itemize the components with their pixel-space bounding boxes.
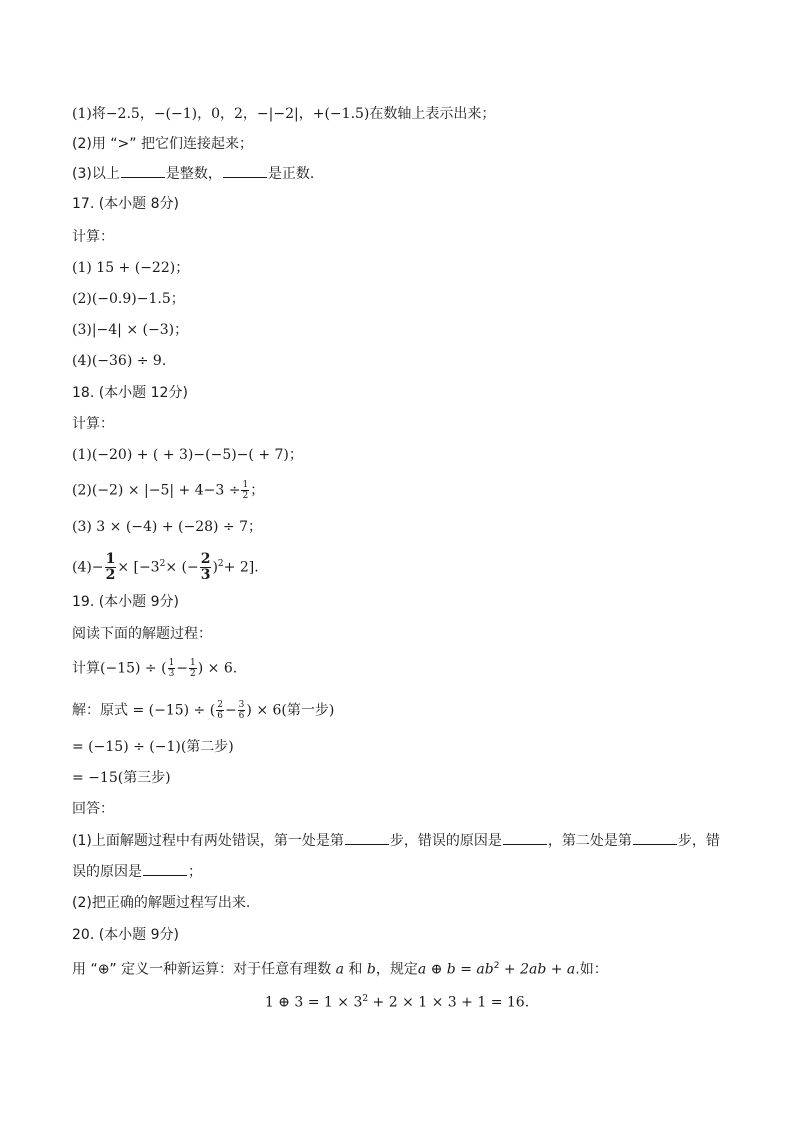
question-19-expression (72, 658, 722, 679)
q17-item1-text: (1) 15 + (−22)； (72, 260, 190, 276)
fraction (241, 480, 249, 501)
fraction (216, 700, 224, 721)
q19-part1-text-c: ，第二处是第 (547, 833, 632, 849)
q18-item3-text: (3) 3 × (−4) + (−28) ÷ 7； (72, 519, 263, 535)
question-18-instruction (72, 414, 722, 434)
q19-part1-text-b: 步，错误的原因是 (389, 833, 502, 849)
question-20-heading (72, 925, 722, 945)
question-17-item-3 (72, 320, 722, 340)
q19-instruction-text: 阅读下面的解题过程： (72, 626, 212, 642)
fraction-numerator: 1 (190, 658, 196, 668)
q17-instruction-text: 计算： (72, 229, 114, 245)
question-17-heading (72, 194, 722, 214)
fraction-numerator: 2 (217, 700, 223, 710)
answer-blank[interactable] (633, 831, 677, 845)
question-18-item-1 (72, 445, 722, 465)
q16-part3-mid: 是整数， (165, 166, 222, 182)
question-20-example (0, 989, 794, 1013)
fraction-numerator: 2 (200, 551, 211, 567)
q18-instruction-text: 计算： (72, 416, 114, 432)
question-19-heading (72, 592, 722, 612)
q16-part3-prefix: (3)以上 (72, 166, 120, 182)
question-19-part-1 (72, 831, 722, 851)
fraction-denominator: 3 (200, 567, 211, 583)
question-17-item-4 (72, 351, 722, 371)
variable-b: b (366, 961, 376, 978)
question-18-item-3 (72, 517, 722, 537)
exponent: 2 (159, 558, 166, 569)
q17-item2-text: (2)(−0.9)−1.5； (72, 291, 185, 307)
q18-item4-end: + 2]. (223, 559, 259, 576)
fraction-numerator: 1 (242, 480, 249, 490)
q19-part1-text-a: (1)上面解题过程中有两处错误，第一处是第 (72, 833, 344, 849)
q18-item2-text: (2)(−2) × |−5| + 4−3 ÷ (72, 482, 241, 499)
answer-heading-text: 回答： (72, 801, 114, 817)
question-19-instruction (72, 624, 722, 644)
fraction-denominator: 6 (217, 711, 223, 721)
fraction-denominator: 6 (238, 711, 245, 721)
answer-blank[interactable] (223, 164, 267, 178)
q17-item4-text: (4)(−36) ÷ 9. (72, 353, 167, 369)
fraction (200, 552, 212, 583)
q20-rule-expression: a ⊕ b = ab (417, 961, 494, 978)
solution-step-2 (72, 737, 722, 757)
fraction (168, 658, 176, 679)
fraction-denominator: 2 (190, 669, 196, 679)
minus-sign: − (224, 702, 237, 719)
q16-part3-suffix: 是正数. (267, 166, 315, 182)
answer-heading (72, 799, 722, 819)
exponent: 2 (493, 961, 500, 971)
exponent: 2 (362, 994, 369, 1004)
fraction (105, 552, 117, 583)
q18-item4-mid-3: ) (212, 559, 218, 576)
fraction (189, 658, 197, 679)
q20-heading-text: 20. (本小题 9分) (72, 927, 179, 943)
fraction-denominator: 2 (242, 491, 249, 501)
solution-step3-text: = −15(第三步) (72, 770, 171, 786)
solution-step2-text: = (−15) ÷ (−1)(第二步) (72, 739, 234, 755)
q16-part2-text: (2)用 “>” 把它们连接起来； (72, 136, 253, 152)
q18-item1-text: (1)(−20) + ( + 3)−(−5)−( + 7)； (72, 447, 303, 463)
variable-a: a (335, 961, 344, 978)
q20-definition-text: 用 “⊕” 定义一种新运算：对于任意有理数 (72, 961, 332, 978)
q18-item2-end: ； (250, 482, 265, 499)
answer-blank[interactable] (143, 862, 187, 876)
q17-item3-text: (3)|−4| × (−3)； (72, 322, 189, 338)
fraction-numerator: 3 (238, 700, 245, 710)
question-16-part-3 (72, 164, 722, 184)
q19-part2-text: (2)把正确的解题过程写出来. (72, 895, 251, 911)
q20-definition-end: .如： (575, 961, 608, 978)
exponent: 2 (217, 558, 224, 569)
q20-example-prefix: 1 ⊕ 3 = 1 × 3 (264, 994, 363, 1011)
question-16-part-2 (72, 134, 722, 154)
question-19-part-1-continued (72, 862, 722, 882)
minus-sign: − (176, 660, 189, 677)
question-18-heading (72, 383, 722, 403)
fraction-numerator: 1 (105, 551, 116, 567)
q19-part1-text-f: ； (188, 864, 202, 880)
q18-heading-text: 18. (本小题 12分) (72, 385, 188, 401)
question-18-item-2 (72, 480, 722, 501)
q19-expression-end: ) × 6. (197, 660, 238, 677)
answer-blank[interactable] (345, 831, 389, 845)
solution-step-3 (72, 768, 722, 788)
question-17-instruction (72, 227, 722, 247)
question-17-item-1 (72, 258, 722, 278)
solution-step1-end: ) × 6(第一步) (246, 702, 335, 719)
fraction-denominator: 2 (105, 567, 116, 583)
q19-heading-text: 19. (本小题 9分) (72, 594, 179, 610)
q20-rule-text: ，规定 (375, 961, 418, 978)
q18-item4-mid-2: × (− (165, 559, 199, 576)
q17-heading-text: 17. (本小题 8分) (72, 196, 179, 212)
question-18-item-4 (72, 552, 722, 583)
question-17-item-2 (72, 289, 722, 309)
question-20-definition (72, 956, 722, 980)
q18-item4-prefix: (4)− (72, 559, 104, 576)
q19-expression-prefix: 计算(−15) ÷ ( (72, 660, 167, 677)
q20-example-rest: + 2 × 1 × 3 + 1 = 16. (372, 994, 530, 1011)
solution-step1-prefix: 解：原式 = (−15) ÷ ( (72, 702, 216, 719)
answer-blank[interactable] (503, 831, 547, 845)
q16-part1-text: (1)将−2.5，−(−1)，0，2，−|−2|，+(−1.5)在数轴上表示出来； (72, 106, 496, 122)
question-16-part-1 (72, 104, 722, 124)
q19-part1-text-d: 步，错 (677, 833, 720, 849)
answer-blank[interactable] (121, 164, 165, 178)
q20-rule-expression-rest: + 2ab + a (503, 961, 576, 978)
fraction-denominator: 3 (168, 669, 175, 679)
fraction-numerator: 1 (168, 658, 175, 668)
fraction (238, 700, 246, 721)
question-19-part-2 (72, 893, 722, 913)
q20-and-text: 和 (348, 961, 363, 978)
q18-item4-mid-1: × [−3 (117, 559, 160, 576)
q19-part1-text-e: 误的原因是 (72, 864, 142, 880)
solution-step-1 (72, 700, 722, 721)
